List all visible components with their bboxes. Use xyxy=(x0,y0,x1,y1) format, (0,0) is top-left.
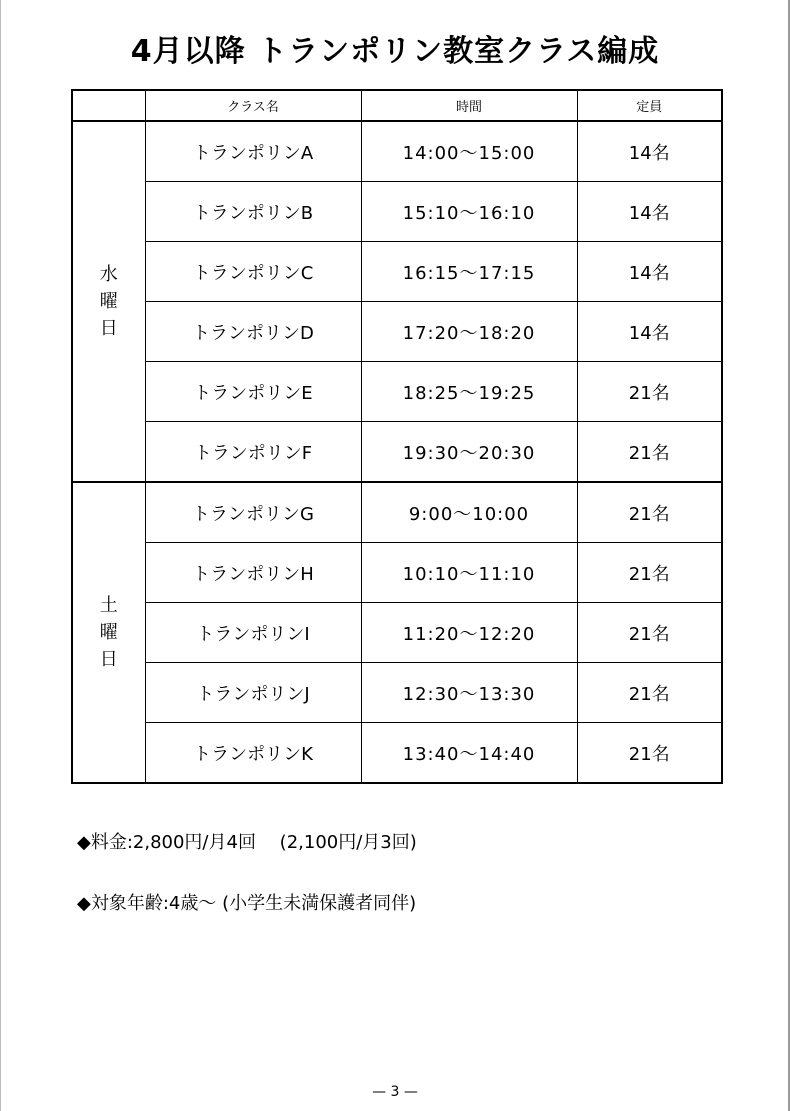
capacity-cell: 21名 xyxy=(577,362,722,422)
capacity-cell: 14名 xyxy=(577,242,722,302)
table-row xyxy=(72,362,722,422)
table-row xyxy=(72,723,722,784)
class-name-cell: トランポリンG xyxy=(145,482,361,543)
table-row xyxy=(72,603,722,663)
class-name-cell: トランポリンH xyxy=(145,543,361,603)
class-name-cell: トランポリンC xyxy=(145,242,361,302)
day-char: 日 xyxy=(99,318,118,339)
time-cell: 19:30〜20:30 xyxy=(361,422,577,483)
day-char: 水 xyxy=(99,264,118,285)
time-cell: 18:25〜19:25 xyxy=(361,362,577,422)
class-schedule-table xyxy=(71,89,723,784)
class-name-cell: トランポリンI xyxy=(145,603,361,663)
capacity-cell: 14名 xyxy=(577,121,722,182)
class-name-cell: トランポリンD xyxy=(145,302,361,362)
day-char: 土 xyxy=(99,595,118,616)
day-char: 曜 xyxy=(99,622,118,643)
time-cell: 17:20〜18:20 xyxy=(361,302,577,362)
header-day xyxy=(72,90,145,121)
header-class-name: クラス名 xyxy=(145,90,361,121)
time-cell: 9:00〜10:00 xyxy=(361,482,577,543)
day-char: 日 xyxy=(99,649,118,670)
time-cell: 15:10〜16:10 xyxy=(361,182,577,242)
table-row xyxy=(72,482,722,543)
capacity-cell: 14名 xyxy=(577,302,722,362)
time-cell: 13:40〜14:40 xyxy=(361,723,577,784)
class-name-cell: トランポリンJ xyxy=(145,663,361,723)
class-name-cell: トランポリンF xyxy=(145,422,361,483)
class-name-cell: トランポリンE xyxy=(145,362,361,422)
table-row xyxy=(72,422,722,483)
table-row xyxy=(72,302,722,362)
page-edge-left xyxy=(0,0,1,1111)
header-time: 時間 xyxy=(361,90,577,121)
table-row xyxy=(72,182,722,242)
day-cell-saturday xyxy=(72,482,145,783)
capacity-cell: 21名 xyxy=(577,422,722,483)
fee-note: ◆料金:2,800円/月4回 (2,100円/月3回) xyxy=(77,832,417,853)
age-note: ◆対象年齢:4歳〜 (小学生未満保護者同伴) xyxy=(77,893,417,914)
time-cell: 16:15〜17:15 xyxy=(361,242,577,302)
day-cell-wednesday xyxy=(72,121,145,482)
capacity-cell: 21名 xyxy=(577,543,722,603)
day-char: 曜 xyxy=(99,291,118,312)
class-name-cell: トランポリンB xyxy=(145,182,361,242)
table-row xyxy=(72,543,722,603)
capacity-cell: 14名 xyxy=(577,182,722,242)
table-header-row xyxy=(72,90,722,121)
table-row xyxy=(72,121,722,182)
time-cell: 10:10〜11:10 xyxy=(361,543,577,603)
header-capacity: 定員 xyxy=(577,90,722,121)
class-name-cell: トランポリンA xyxy=(145,121,361,182)
page-title: 4月以降 トランポリン教室クラス編成 xyxy=(130,34,660,69)
time-cell: 11:20〜12:20 xyxy=(361,603,577,663)
time-cell: 14:00〜15:00 xyxy=(361,121,577,182)
time-cell: 12:30〜13:30 xyxy=(361,663,577,723)
capacity-cell: 21名 xyxy=(577,663,722,723)
table-row xyxy=(72,242,722,302)
class-name-cell: トランポリンK xyxy=(145,723,361,784)
capacity-cell: 21名 xyxy=(577,482,722,543)
table-row xyxy=(72,663,722,723)
page-number: — 3 — xyxy=(372,1084,418,1100)
capacity-cell: 21名 xyxy=(577,603,722,663)
capacity-cell: 21名 xyxy=(577,723,722,784)
